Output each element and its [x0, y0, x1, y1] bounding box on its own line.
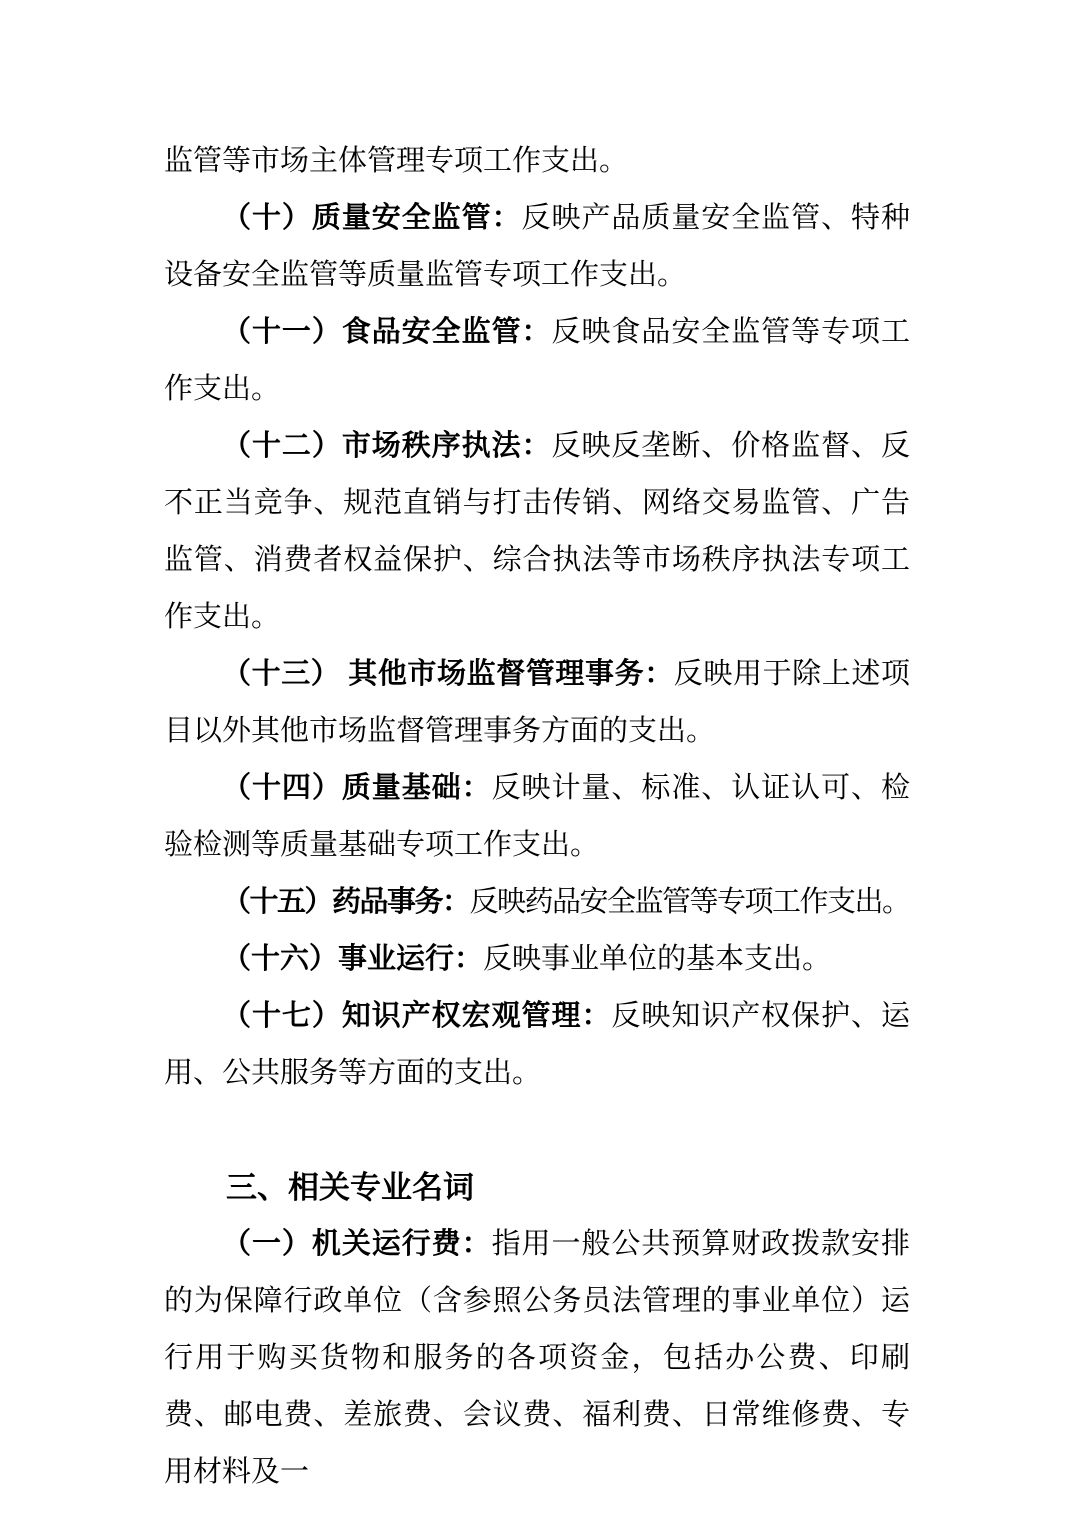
definition-item-11-text: 反映食品安全监管等专项工作支出。 — [164, 316, 910, 405]
definition-item-10-text: 反映产品质量安全监管、特种设备安全监管等质量监管专项工作支出。 — [164, 202, 910, 291]
paragraph-continuation — [164, 133, 910, 190]
term-item-1-text: 指用一般公共预算财政拨款安排的为保障行政单位（含参照公务员法管理的事业单位）运行用于购买货物和服务的各项资金，包括办公费、印刷费、邮电费、差旅费、会议费、福利费、日常维修费、专用材料及一 — [164, 1228, 910, 1488]
definition-item-14 — [164, 760, 910, 874]
definition-item-16-label: （十六）事业运行： — [222, 943, 484, 975]
definition-item-10-label: （十）质量安全监管： — [222, 202, 522, 234]
definition-item-13-label: （十三） 其他市场监督管理事务： — [222, 658, 674, 690]
definition-item-12-label: （十二）市场秩序执法： — [222, 430, 552, 462]
section-heading — [164, 1159, 910, 1216]
definition-item-11-label: （十一）食品安全监管： — [222, 316, 552, 348]
definition-item-11 — [164, 304, 910, 418]
definition-item-17-text: 反映知识产权保护、运用、公共服务等方面的支出。 — [164, 1000, 910, 1089]
definition-item-12-text: 反映反垄断、价格监督、反不正当竞争、规范直销与打击传销、网络交易监管、广告监管、消费者权益保护、综合执法等市场秩序执法专项工作支出。 — [164, 430, 910, 633]
term-item-1 — [164, 1216, 910, 1501]
term-item-1-label: （一）机关运行费： — [222, 1228, 492, 1260]
definition-item-13-text: 反映用于除上述项目以外其他市场监督管理事务方面的支出。 — [164, 658, 910, 747]
paragraph-continuation-text: 监管等市场主体管理专项工作支出。 — [164, 145, 629, 177]
definition-item-12 — [164, 418, 910, 646]
definition-item-17 — [164, 988, 910, 1102]
definition-item-14-text: 反映计量、标准、认证认可、检验检测等质量基础专项工作支出。 — [164, 772, 910, 861]
definition-item-16-text: 反映事业单位的基本支出。 — [483, 943, 832, 975]
definition-item-15-label: （十五）药品事务： — [222, 886, 470, 918]
definition-item-15-text: 反映药品安全监管等专项工作支出。 — [469, 886, 910, 918]
definition-item-17-label: （十七）知识产权宏观管理： — [222, 1000, 612, 1032]
definition-item-13 — [164, 646, 910, 760]
definition-item-10 — [164, 190, 910, 304]
definition-item-16 — [164, 931, 910, 988]
definition-item-14-label: （十四）质量基础： — [222, 772, 492, 804]
definition-item-15 — [164, 874, 910, 931]
section-heading-text: 三、相关专业名词 — [226, 1170, 474, 1205]
